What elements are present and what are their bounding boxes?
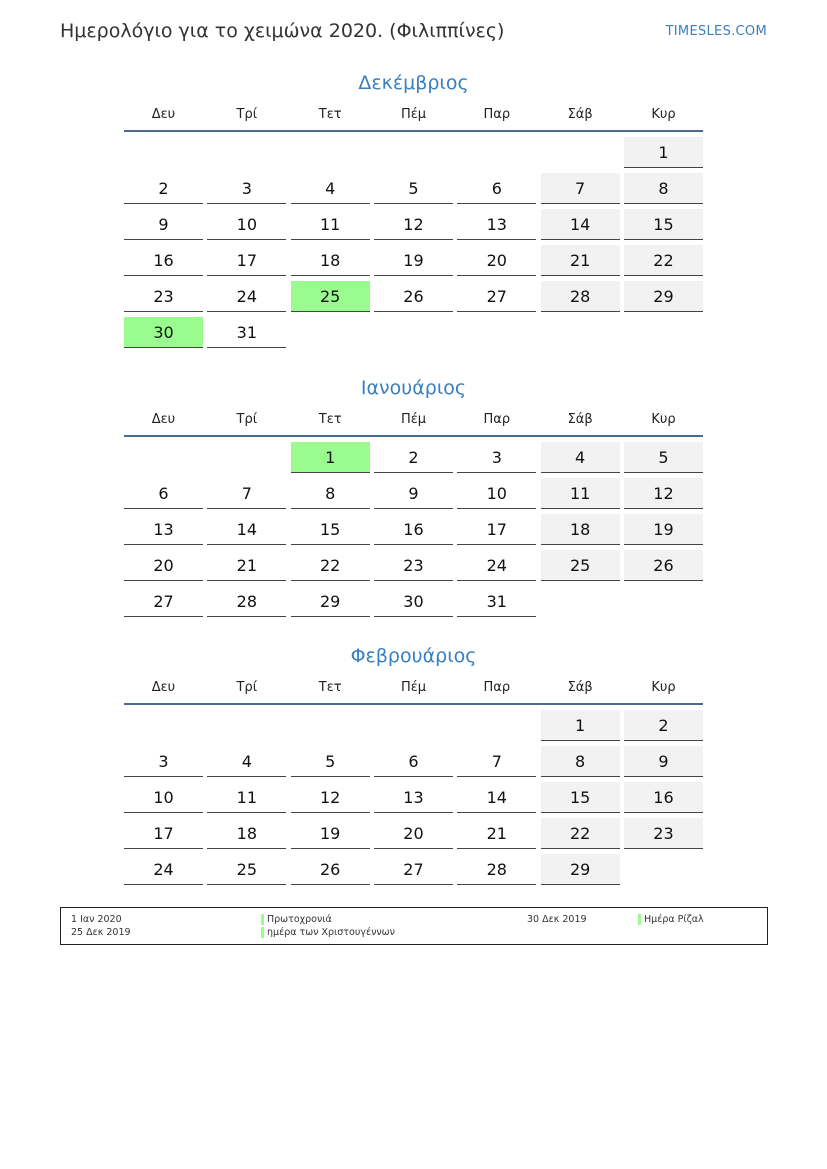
day-cell: 11	[291, 209, 370, 240]
empty-cell	[374, 137, 453, 168]
day-cell: 24	[124, 854, 203, 885]
day-cell: 29	[291, 586, 370, 617]
day-cell: 26	[291, 854, 370, 885]
day-cell: 23	[374, 550, 453, 581]
day-cell: 16	[624, 782, 703, 813]
weekday-label: Τρί	[236, 411, 258, 427]
day-cell: 12	[374, 209, 453, 240]
day-cell: 5	[291, 746, 370, 777]
day-cell: 24	[207, 281, 286, 312]
day-cell: 28	[457, 854, 536, 885]
day-cell: 22	[624, 245, 703, 276]
day-cell: 27	[374, 854, 453, 885]
empty-cell	[124, 137, 203, 168]
day-cell: 26	[374, 281, 453, 312]
empty-cell	[541, 137, 620, 168]
day-cell: 11	[207, 782, 286, 813]
day-grid	[124, 137, 703, 348]
day-cell: 27	[124, 586, 203, 617]
day-cell: 31	[457, 586, 536, 617]
empty-cell	[124, 710, 203, 741]
day-cell: 6	[124, 478, 203, 509]
day-cell: 11	[541, 478, 620, 509]
day-cell: 4	[207, 746, 286, 777]
day-cell: 24	[457, 550, 536, 581]
day-cell: 7	[457, 746, 536, 777]
day-cell: 29	[624, 281, 703, 312]
legend-holiday-name: Πρωτοχρονιά	[261, 913, 332, 926]
day-cell: 20	[124, 550, 203, 581]
legend-holiday-name: Ημέρα Ρίζαλ	[638, 913, 704, 926]
day-cell: 15	[541, 782, 620, 813]
day-cell: 14	[541, 209, 620, 240]
day-cell-holiday: 30	[124, 317, 203, 348]
page-title: Ημερολόγιο για το χειμώνα 2020. (Φιλιππίνες)	[60, 20, 505, 42]
legend-holiday-name: ημέρα των Χριστουγέννων	[261, 926, 395, 939]
weekday-label: Τρί	[236, 679, 258, 695]
day-grid	[124, 710, 703, 885]
weekday-header	[124, 403, 703, 437]
day-cell-holiday: 25	[291, 281, 370, 312]
day-cell: 8	[541, 746, 620, 777]
day-cell: 13	[124, 514, 203, 545]
weekday-label: Δευ	[151, 106, 176, 122]
day-cell: 7	[207, 478, 286, 509]
day-cell: 12	[624, 478, 703, 509]
day-cell: 16	[124, 245, 203, 276]
day-cell: 2	[374, 442, 453, 473]
month-calendar-february	[124, 641, 703, 885]
day-cell: 23	[624, 818, 703, 849]
legend-date: 1 Ιαν 2020	[71, 914, 122, 925]
weekday-label: Τρί	[236, 106, 258, 122]
day-cell: 30	[374, 586, 453, 617]
day-cell: 31	[207, 317, 286, 348]
day-cell: 20	[374, 818, 453, 849]
day-cell: 6	[457, 173, 536, 204]
weekday-label: Τετ	[318, 411, 342, 427]
day-cell: 9	[124, 209, 203, 240]
day-cell: 9	[624, 746, 703, 777]
day-cell: 28	[207, 586, 286, 617]
day-cell: 5	[624, 442, 703, 473]
weekday-label: Κυρ	[651, 679, 676, 695]
day-cell: 23	[124, 281, 203, 312]
month-title: Ιανουάριος	[360, 377, 467, 399]
month-title: Φεβρουάριος	[350, 645, 477, 667]
day-cell: 13	[457, 209, 536, 240]
legend-date: 30 Δεκ 2019	[527, 914, 587, 925]
month-calendar-december	[124, 68, 703, 348]
empty-cell	[124, 442, 203, 473]
day-cell: 9	[374, 478, 453, 509]
weekday-header	[124, 98, 703, 132]
day-cell-holiday: 1	[291, 442, 370, 473]
day-cell: 4	[541, 442, 620, 473]
day-cell: 3	[457, 442, 536, 473]
day-cell: 6	[374, 746, 453, 777]
day-cell: 7	[541, 173, 620, 204]
day-cell: 2	[124, 173, 203, 204]
day-grid	[124, 442, 703, 617]
day-cell: 18	[207, 818, 286, 849]
weekday-label: Πέμ	[400, 679, 427, 695]
day-cell: 17	[457, 514, 536, 545]
day-cell: 22	[291, 550, 370, 581]
day-cell: 1	[541, 710, 620, 741]
day-cell: 8	[291, 478, 370, 509]
weekday-label: Δευ	[151, 679, 176, 695]
day-cell: 19	[374, 245, 453, 276]
day-cell: 22	[541, 818, 620, 849]
weekday-label: Πέμ	[400, 106, 427, 122]
empty-cell	[457, 710, 536, 741]
weekday-label: Σάβ	[567, 679, 593, 695]
day-cell: 1	[624, 137, 703, 168]
weekday-label: Κυρ	[651, 411, 676, 427]
month-calendar-january	[124, 373, 703, 617]
day-cell: 2	[624, 710, 703, 741]
day-cell: 8	[624, 173, 703, 204]
weekday-label: Πέμ	[400, 411, 427, 427]
day-cell: 15	[291, 514, 370, 545]
empty-cell	[291, 710, 370, 741]
day-cell: 3	[124, 746, 203, 777]
day-cell: 21	[541, 245, 620, 276]
day-cell: 14	[457, 782, 536, 813]
day-cell: 20	[457, 245, 536, 276]
empty-cell	[207, 710, 286, 741]
day-cell: 10	[124, 782, 203, 813]
weekday-label: Παρ	[483, 411, 511, 427]
day-cell: 19	[291, 818, 370, 849]
day-cell: 25	[207, 854, 286, 885]
day-cell: 14	[207, 514, 286, 545]
day-cell: 21	[207, 550, 286, 581]
empty-cell	[207, 137, 286, 168]
empty-cell	[291, 137, 370, 168]
day-cell: 17	[207, 245, 286, 276]
weekday-label: Παρ	[483, 679, 511, 695]
weekday-label: Κυρ	[651, 106, 676, 122]
day-cell: 10	[457, 478, 536, 509]
weekday-label: Τετ	[318, 106, 342, 122]
empty-cell	[457, 137, 536, 168]
brand-link[interactable]: TIMESLES.COM	[665, 24, 767, 39]
day-cell: 28	[541, 281, 620, 312]
legend-date: 25 Δεκ 2019	[71, 927, 131, 938]
day-cell: 26	[624, 550, 703, 581]
weekday-label: Παρ	[483, 106, 511, 122]
day-cell: 27	[457, 281, 536, 312]
weekday-header	[124, 671, 703, 705]
day-cell: 25	[541, 550, 620, 581]
day-cell: 16	[374, 514, 453, 545]
day-cell: 10	[207, 209, 286, 240]
holiday-legend	[60, 907, 768, 945]
month-title: Δεκέμβριος	[358, 72, 469, 94]
weekday-label: Σάβ	[567, 411, 593, 427]
weekday-label: Σάβ	[567, 106, 593, 122]
day-cell: 19	[624, 514, 703, 545]
day-cell: 3	[207, 173, 286, 204]
empty-cell	[374, 710, 453, 741]
weekday-label: Δευ	[151, 411, 176, 427]
day-cell: 12	[291, 782, 370, 813]
day-cell: 18	[541, 514, 620, 545]
day-cell: 18	[291, 245, 370, 276]
day-cell: 5	[374, 173, 453, 204]
empty-cell	[207, 442, 286, 473]
day-cell: 13	[374, 782, 453, 813]
day-cell: 4	[291, 173, 370, 204]
day-cell: 29	[541, 854, 620, 885]
day-cell: 17	[124, 818, 203, 849]
weekday-label: Τετ	[318, 679, 342, 695]
day-cell: 21	[457, 818, 536, 849]
day-cell: 15	[624, 209, 703, 240]
